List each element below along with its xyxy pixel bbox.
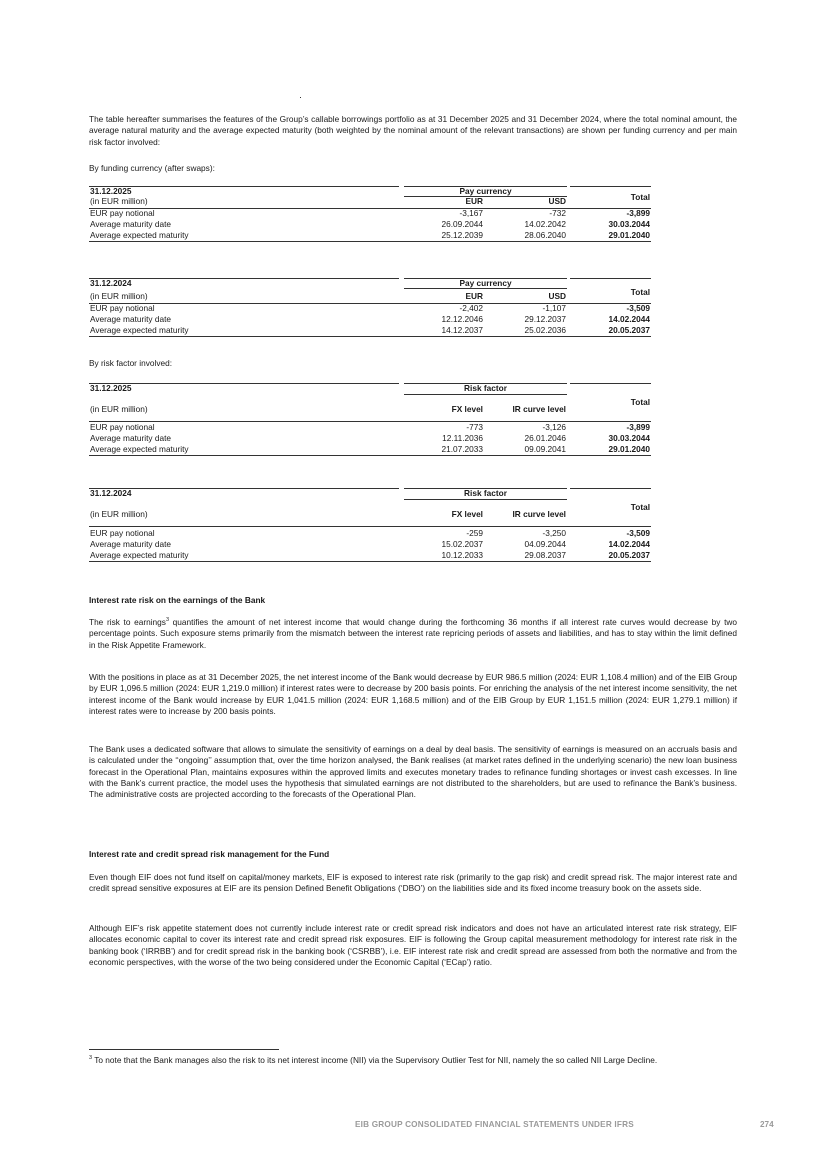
column-header: IR curve level <box>512 404 566 414</box>
total-header: Total <box>630 502 650 512</box>
total-header: Total <box>630 397 650 407</box>
column-header: IR curve level <box>512 509 566 519</box>
table-unit: (in EUR million) <box>90 404 148 414</box>
total-header: Total <box>630 192 650 202</box>
table-date: 31.12.2025 <box>90 383 132 393</box>
column-header: EUR <box>465 291 483 301</box>
table-row: Average expected maturity 14.12.2037 25.02.2036 20.05.2037 <box>90 325 650 335</box>
table-risk-2024 <box>89 488 651 568</box>
table-row: Average expected maturity 10.12.2033 29.08.2037 20.05.2037 <box>90 550 650 560</box>
table-row: EUR pay notional -2,402 -1,107 -3,509 <box>90 303 650 313</box>
column-header: FX level <box>451 509 483 519</box>
by-currency-label: By funding currency (after swaps): <box>89 163 215 173</box>
section-heading-fund-risk: Interest rate and credit spread risk management for the Fund <box>89 849 330 859</box>
stray-dot <box>300 97 301 98</box>
table-currency-2024 <box>89 278 651 344</box>
earnings-risk-paragraph-3: The Bank uses a dedicated software that allows to simulate the sensitivity of earnings on a deal by deal basis. The sensitivity of earnings is measured on an accruals basis and is calculated under the ‘‘ongoing’’ assumption that, over the time horizon analysed, the Bank realises (at market rates defined in the underlying scenario) the new loan business forecast in the Operational Plan, maintains exposures within the approved limits and executes monetary trades to refinance funding shortages or invest cash excesses. In line with the Bank’s current practice, the model uses the hypothesis that simulated earnings are not distributed to the shareholders, but are used to refinance the Bank’s business. The administrative costs are projected according to the forecasts of the Operational Plan. <box>89 744 737 800</box>
earnings-risk-paragraph-1: The risk to earnings$^3$ quantifies the amount of net interest income that would change during the forthcoming 36 months if all interest rate curves would decrease by two percentage points. Such exposure stems primarily from the mismatch between the interest rate repricing periods of assets and liabilities, and has to stay within the limit defined in the Risk Appetite Framework. <box>89 617 737 650</box>
table-row: Average maturity date 26.09.2044 14.02.2042 30.03.2044 <box>90 219 650 229</box>
fund-risk-paragraph-1: Even though EIF does not fund itself on capital/money markets, EIF is exposed to interest rate risk (primarily to the gap risk) and credit spread risk. The major interest rate and credit spread sensitive exposures at EIF are its pension Defined Benefit Obligations (‘DBO’) on the liabilities side and its fixed income treasury book on the assets side. <box>89 872 737 894</box>
column-header: FX level <box>451 404 483 414</box>
footnote-divider <box>89 1049 279 1050</box>
table-row: Average expected maturity 25.12.2039 28.06.2040 29.01.2040 <box>90 230 650 240</box>
table-row: Average maturity date 15.02.2037 04.09.2044 14.02.2044 <box>90 539 650 549</box>
table-row: EUR pay notional -3,167 -732 -3,899 <box>90 208 650 218</box>
table-currency-2025 <box>89 186 651 252</box>
group-header: Pay currency <box>459 186 512 196</box>
column-header: EUR <box>465 196 483 206</box>
table-date: 31.12.2025 <box>90 186 132 196</box>
table-row: EUR pay notional -773 -3,126 -3,899 <box>90 422 650 432</box>
footnote: $^3$ To note that the Bank manages also the risk to its net interest income (NII) via the Supervisory Outlier Test for NII, namely the so called NII Large Decline. <box>89 1055 658 1065</box>
earnings-risk-paragraph-2: With the positions in place as at 31 December 2025, the net interest income of the Bank would decrease by EUR 986.5 million (2024: EUR 1,108.4 million) and of the EIB Group by EUR 1,096.5 million (2024: EUR 1,219.0 million) if interest rates were to decrease by 200 basis points. For enriching the analysis of the net interest income sensitivity, the net interest income of the Bank would increase by EUR 1,041.5 million (2024: EUR 1,168.5 million) and of the EIB Group by EUR 1,151.5 million (2024: EUR 1,279.1 million) if interest rates were to increase by 200 basis points. <box>89 672 737 716</box>
footnote-ref: 3 <box>165 617 169 624</box>
footnote-number: 3 <box>89 1055 93 1062</box>
table-unit: (in EUR million) <box>90 196 148 206</box>
table-date: 31.12.2024 <box>90 488 132 498</box>
group-header: Pay currency <box>459 278 512 288</box>
table-date: 31.12.2024 <box>90 278 132 288</box>
table-row: Average expected maturity 21.07.2033 09.09.2041 29.01.2040 <box>90 444 650 454</box>
footer-title: EIB GROUP CONSOLIDATED FINANCIAL STATEMENTS UNDER IFRS <box>355 1120 634 1129</box>
column-header: USD <box>548 291 566 301</box>
group-header: Risk factor <box>464 383 507 393</box>
fund-risk-paragraph-2: Although EIF’s risk appetite statement does not currently include interest rate or credit spread risk indicators and does not have an articulated interest rate risk strategy, EIF allocates economic capital to cover its interest rate and credit spread risk exposures. EIF is following the Group capital measurement methodology for interest rate risk in the banking book (‘IRRBB’) and for credit spread risk in the banking book (‘CSRBB’), i.e. EIF interest rate risk and credit spread are assessed from both the normative and from the economic perspectives, with the worse of the two being considered under the Economic Capital (‘ECap’) ratio. <box>89 923 737 967</box>
table-unit: (in EUR million) <box>90 509 148 519</box>
by-risk-label: By risk factor involved: <box>89 358 172 368</box>
table-row: Average maturity date 12.12.2046 29.12.2037 14.02.2044 <box>90 314 650 324</box>
table-row: EUR pay notional -259 -3,250 -3,509 <box>90 528 650 538</box>
table-unit: (in EUR million) <box>90 291 148 301</box>
page-number: 274 <box>760 1120 774 1129</box>
total-header: Total <box>630 287 650 297</box>
section-heading-earnings-risk: Interest rate risk on the earnings of the Bank <box>89 595 266 605</box>
group-header: Risk factor <box>464 488 507 498</box>
column-header: USD <box>548 196 566 206</box>
table-risk-2025 <box>89 383 651 463</box>
intro-paragraph: The table hereafter summarises the features of the Group’s callable borrowings portfolio as at 31 December 2025 and 31 December 2024, where the total nominal amount, the average natural maturity and the average expected maturity (both weighted by the nominal amount of the relevant transactions) are shown per funding currency and per main risk factor involved: <box>89 114 737 147</box>
table-row: Average maturity date 12.11.2036 26.01.2046 30.03.2044 <box>90 433 650 443</box>
